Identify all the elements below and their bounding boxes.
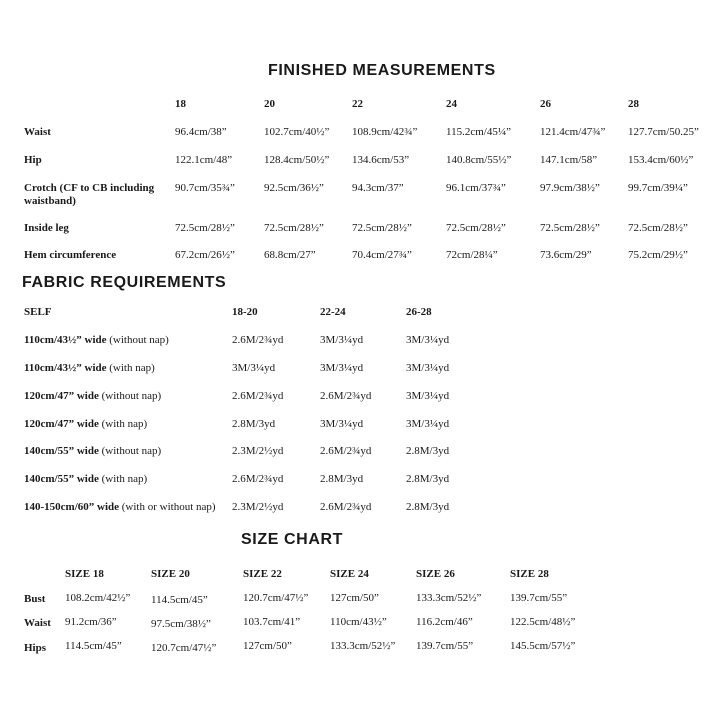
fm-size-header: 20 bbox=[264, 98, 275, 110]
fm-cell: 127.7cm/50.25” bbox=[628, 126, 699, 138]
fm-cell: 72.5cm/28½” bbox=[446, 222, 506, 234]
fm-cell: 72.5cm/28½” bbox=[352, 222, 412, 234]
fabric-col-header: 22-24 bbox=[320, 306, 346, 318]
sc-row-label: Hips bbox=[24, 642, 47, 654]
fm-row-label: Crotch (CF to CB including waistband) bbox=[24, 182, 155, 207]
fabric-cell: 2.6M/2¾yd bbox=[320, 445, 372, 457]
fabric-cell: 2.8M/3yd bbox=[232, 418, 276, 430]
fabric-col-header: 26-28 bbox=[406, 306, 432, 318]
fabric-row-label: 110cm/43½” wide (with nap) bbox=[24, 362, 155, 374]
fabric-cell: 3M/3¼yd bbox=[406, 334, 450, 346]
sc-cell: 114.5cm/45” bbox=[151, 594, 208, 606]
fabric-requirements-title: FABRIC REQUIREMENTS bbox=[22, 274, 227, 291]
sc-size-header: SIZE 28 bbox=[510, 568, 549, 580]
size-chart-title: SIZE CHART bbox=[241, 531, 343, 548]
fabric-row-label: 140cm/55” wide (with nap) bbox=[24, 473, 148, 485]
sc-cell: 139.7cm/55” bbox=[510, 592, 568, 604]
sc-size-header: SIZE 18 bbox=[65, 568, 104, 580]
fm-cell: 153.4cm/60½” bbox=[628, 154, 694, 166]
finished-measurements-title: FINISHED MEASUREMENTS bbox=[268, 62, 496, 79]
fm-cell: 134.6cm/53” bbox=[352, 154, 410, 166]
sc-cell: 116.2cm/46” bbox=[416, 616, 473, 628]
fm-cell: 97.9cm/38½” bbox=[540, 182, 600, 194]
sc-cell: 122.5cm/48½” bbox=[510, 616, 576, 628]
fm-size-header: 24 bbox=[446, 98, 457, 110]
fabric-cell: 2.6M/2¾yd bbox=[320, 390, 372, 402]
fm-cell: 121.4cm/47¾” bbox=[540, 126, 606, 138]
fabric-cell: 2.3M/2½yd bbox=[232, 445, 284, 457]
fm-row-label: Hip bbox=[24, 154, 42, 166]
fabric-row-label: 120cm/47” wide (without nap) bbox=[24, 390, 162, 402]
fm-cell: 108.9cm/42¾” bbox=[352, 126, 418, 138]
fabric-cell: 2.8M/3yd bbox=[320, 473, 364, 485]
fm-cell: 92.5cm/36½” bbox=[264, 182, 324, 194]
fabric-cell: 3M/3¼yd bbox=[320, 362, 364, 374]
fabric-self-header: SELF bbox=[24, 306, 52, 318]
fabric-cell: 3M/3¼yd bbox=[320, 334, 364, 346]
sc-cell: 114.5cm/45” bbox=[65, 640, 122, 652]
fabric-cell: 2.6M/2¾yd bbox=[232, 390, 284, 402]
fm-cell: 94.3cm/37” bbox=[352, 182, 404, 194]
sc-row-label: Waist bbox=[24, 617, 51, 629]
fabric-cell: 3M/3¼yd bbox=[232, 362, 276, 374]
fm-cell: 96.1cm/37¾” bbox=[446, 182, 506, 194]
fm-cell: 147.1cm/58” bbox=[540, 154, 598, 166]
fm-cell: 72.5cm/28½” bbox=[264, 222, 324, 234]
sc-size-header: SIZE 26 bbox=[416, 568, 455, 580]
fm-cell: 72.5cm/28½” bbox=[628, 222, 688, 234]
sc-cell: 108.2cm/42½” bbox=[65, 592, 131, 604]
fabric-cell: 3M/3¼yd bbox=[406, 418, 450, 430]
fm-cell: 70.4cm/27¾” bbox=[352, 249, 412, 261]
fm-size-header: 28 bbox=[628, 98, 639, 110]
fm-cell: 115.2cm/45¼” bbox=[446, 126, 511, 138]
sc-size-header: SIZE 24 bbox=[330, 568, 369, 580]
fm-cell: 68.8cm/27” bbox=[264, 249, 316, 261]
fm-size-header: 26 bbox=[540, 98, 551, 110]
fm-cell: 90.7cm/35¾” bbox=[175, 182, 235, 194]
fabric-row-label: 120cm/47” wide (with nap) bbox=[24, 418, 148, 430]
sc-row-label: Bust bbox=[24, 593, 46, 605]
fm-row-label: Inside leg bbox=[24, 222, 69, 234]
fm-cell: 72.5cm/28½” bbox=[175, 222, 235, 234]
fm-size-header: 18 bbox=[175, 98, 186, 110]
fm-cell: 75.2cm/29½” bbox=[628, 249, 688, 261]
sc-cell: 139.7cm/55” bbox=[416, 640, 474, 652]
fabric-cell: 2.6M/2¾yd bbox=[320, 501, 372, 513]
fm-cell: 128.4cm/50½” bbox=[264, 154, 330, 166]
sc-cell: 120.7cm/47½” bbox=[243, 592, 309, 604]
fabric-cell: 2.3M/2½yd bbox=[232, 501, 284, 513]
sc-cell: 145.5cm/57½” bbox=[510, 640, 576, 652]
fm-cell: 72.5cm/28½” bbox=[540, 222, 600, 234]
fm-cell: 102.7cm/40½” bbox=[264, 126, 330, 138]
fm-cell: 140.8cm/55½” bbox=[446, 154, 512, 166]
sc-cell: 127cm/50” bbox=[330, 592, 379, 604]
fm-cell: 67.2cm/26½” bbox=[175, 249, 235, 261]
fabric-cell: 3M/3¼yd bbox=[320, 418, 364, 430]
fm-cell: 96.4cm/38” bbox=[175, 126, 227, 138]
sc-cell: 120.7cm/47½” bbox=[151, 642, 217, 654]
fabric-cell: 2.8M/3yd bbox=[406, 445, 450, 457]
sc-size-header: SIZE 20 bbox=[151, 568, 190, 580]
sc-cell: 110cm/43½” bbox=[330, 616, 387, 628]
sc-cell: 97.5cm/38½” bbox=[151, 618, 211, 630]
sc-cell: 127cm/50” bbox=[243, 640, 292, 652]
fabric-cell: 3M/3¼yd bbox=[406, 362, 450, 374]
fm-cell: 122.1cm/48” bbox=[175, 154, 233, 166]
fm-cell: 99.7cm/39¼” bbox=[628, 182, 688, 194]
fabric-cell: 2.8M/3yd bbox=[406, 501, 450, 513]
fm-size-header: 22 bbox=[352, 98, 363, 110]
sc-size-header: SIZE 22 bbox=[243, 568, 282, 580]
fabric-row-label: 110cm/43½” wide (without nap) bbox=[24, 334, 169, 346]
fabric-cell: 2.6M/2¾yd bbox=[232, 334, 284, 346]
sc-cell: 103.7cm/41” bbox=[243, 616, 301, 628]
fabric-row-label: 140-150cm/60” wide (with or without nap) bbox=[24, 501, 216, 513]
sc-cell: 133.3cm/52½” bbox=[330, 640, 396, 652]
fm-row-label: Hem circumference bbox=[24, 249, 117, 261]
fabric-col-header: 18-20 bbox=[232, 306, 258, 318]
fabric-row-label: 140cm/55” wide (without nap) bbox=[24, 445, 162, 457]
fabric-cell: 3M/3¼yd bbox=[406, 390, 450, 402]
sc-cell: 133.3cm/52½” bbox=[416, 592, 482, 604]
fm-cell: 73.6cm/29” bbox=[540, 249, 592, 261]
sc-cell: 91.2cm/36” bbox=[65, 616, 117, 628]
fabric-cell: 2.6M/2¾yd bbox=[232, 473, 284, 485]
fm-row-label: Waist bbox=[24, 126, 51, 138]
fm-cell: 72cm/28¼” bbox=[446, 249, 498, 261]
fabric-cell: 2.8M/3yd bbox=[406, 473, 450, 485]
